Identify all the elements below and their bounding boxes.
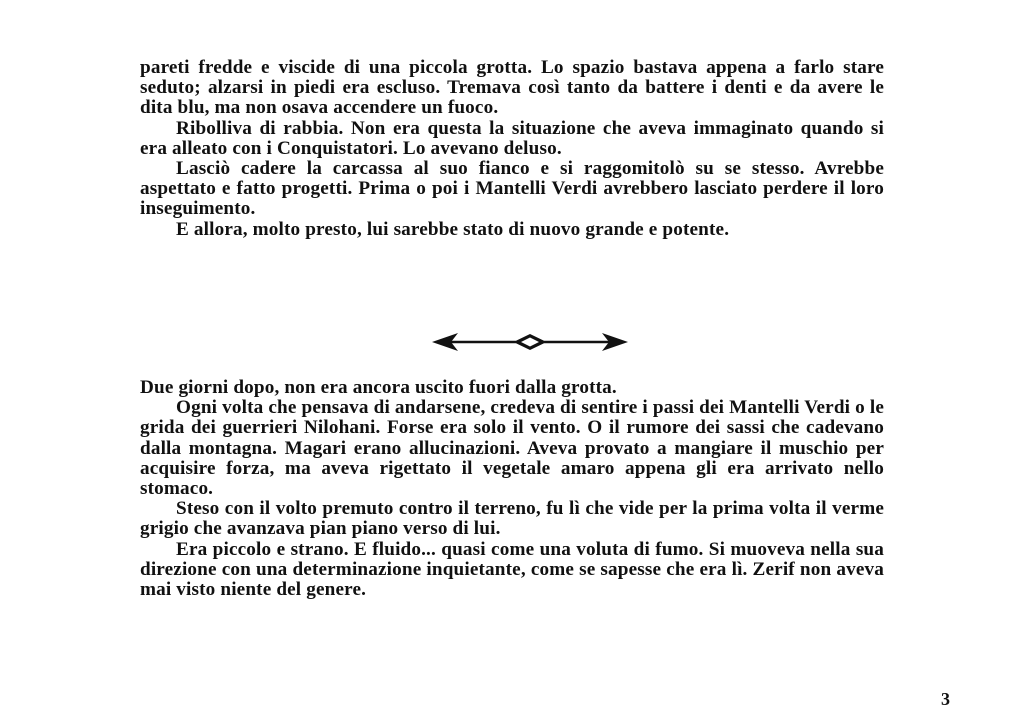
- paragraph: Era piccolo e strano. E fluido... quasi come una voluta di fumo. Si muoveva nella sua direzione con una determinazione inquietante, come se sapesse che era lì. Zerif non aveva mai visto niente del genere.: [140, 538, 884, 601]
- paragraph: pareti fredde e viscide di una piccola grotta. Lo spazio bastava appena a farlo stare seduto; alzarsi in piedi era escluso. Tremava così tanto da battere i denti e da avere le dita blu, ma non osava accendere un fuoco.: [140, 57, 884, 119]
- paragraph: Lasciò cadere la carcassa al suo fianco e si raggomitolò su se stesso. Avrebbe aspettato e fatto progetti. Prima o poi i Mantelli Verdi avrebbero lasciato perdere il loro inseguimento.: [140, 158, 884, 220]
- text-section-one: [140, 58, 884, 240]
- paragraph: Steso con il volto premuto contro il terreno, fu lì che vide per la prima volta il verme grigio che avanzava pian piano verso di lui.: [140, 498, 884, 540]
- paragraph: Ribolliva di rabbia. Non era questa la situazione che aveva immaginato quando si era alleato con i Conquistatori. Lo avevano deluso.: [140, 117, 884, 159]
- page-number: 3: [941, 689, 950, 709]
- text-section-two: [140, 378, 884, 600]
- paragraph: E allora, molto presto, lui sarebbe stato di nuovo grande e potente.: [176, 218, 730, 240]
- paragraph: Ogni volta che pensava di andarsene, credeva di sentire i passi dei Mantelli Verdi o le grida dei guerrieri Nilohani. Forse era solo il vento. O il rumore dei sassi che cadevano dalla montagna. Magari erano allucinazioni. Aveva provato a mangiare il muschio per acquisire forza, ma aveva rigettato il vegetale amaro appena gli era arrivato nello stomaco.: [140, 397, 884, 500]
- section-break-ornament-icon: [432, 330, 628, 354]
- paragraph: Due giorni dopo, non era ancora uscito fuori dalla grotta.: [140, 377, 617, 398]
